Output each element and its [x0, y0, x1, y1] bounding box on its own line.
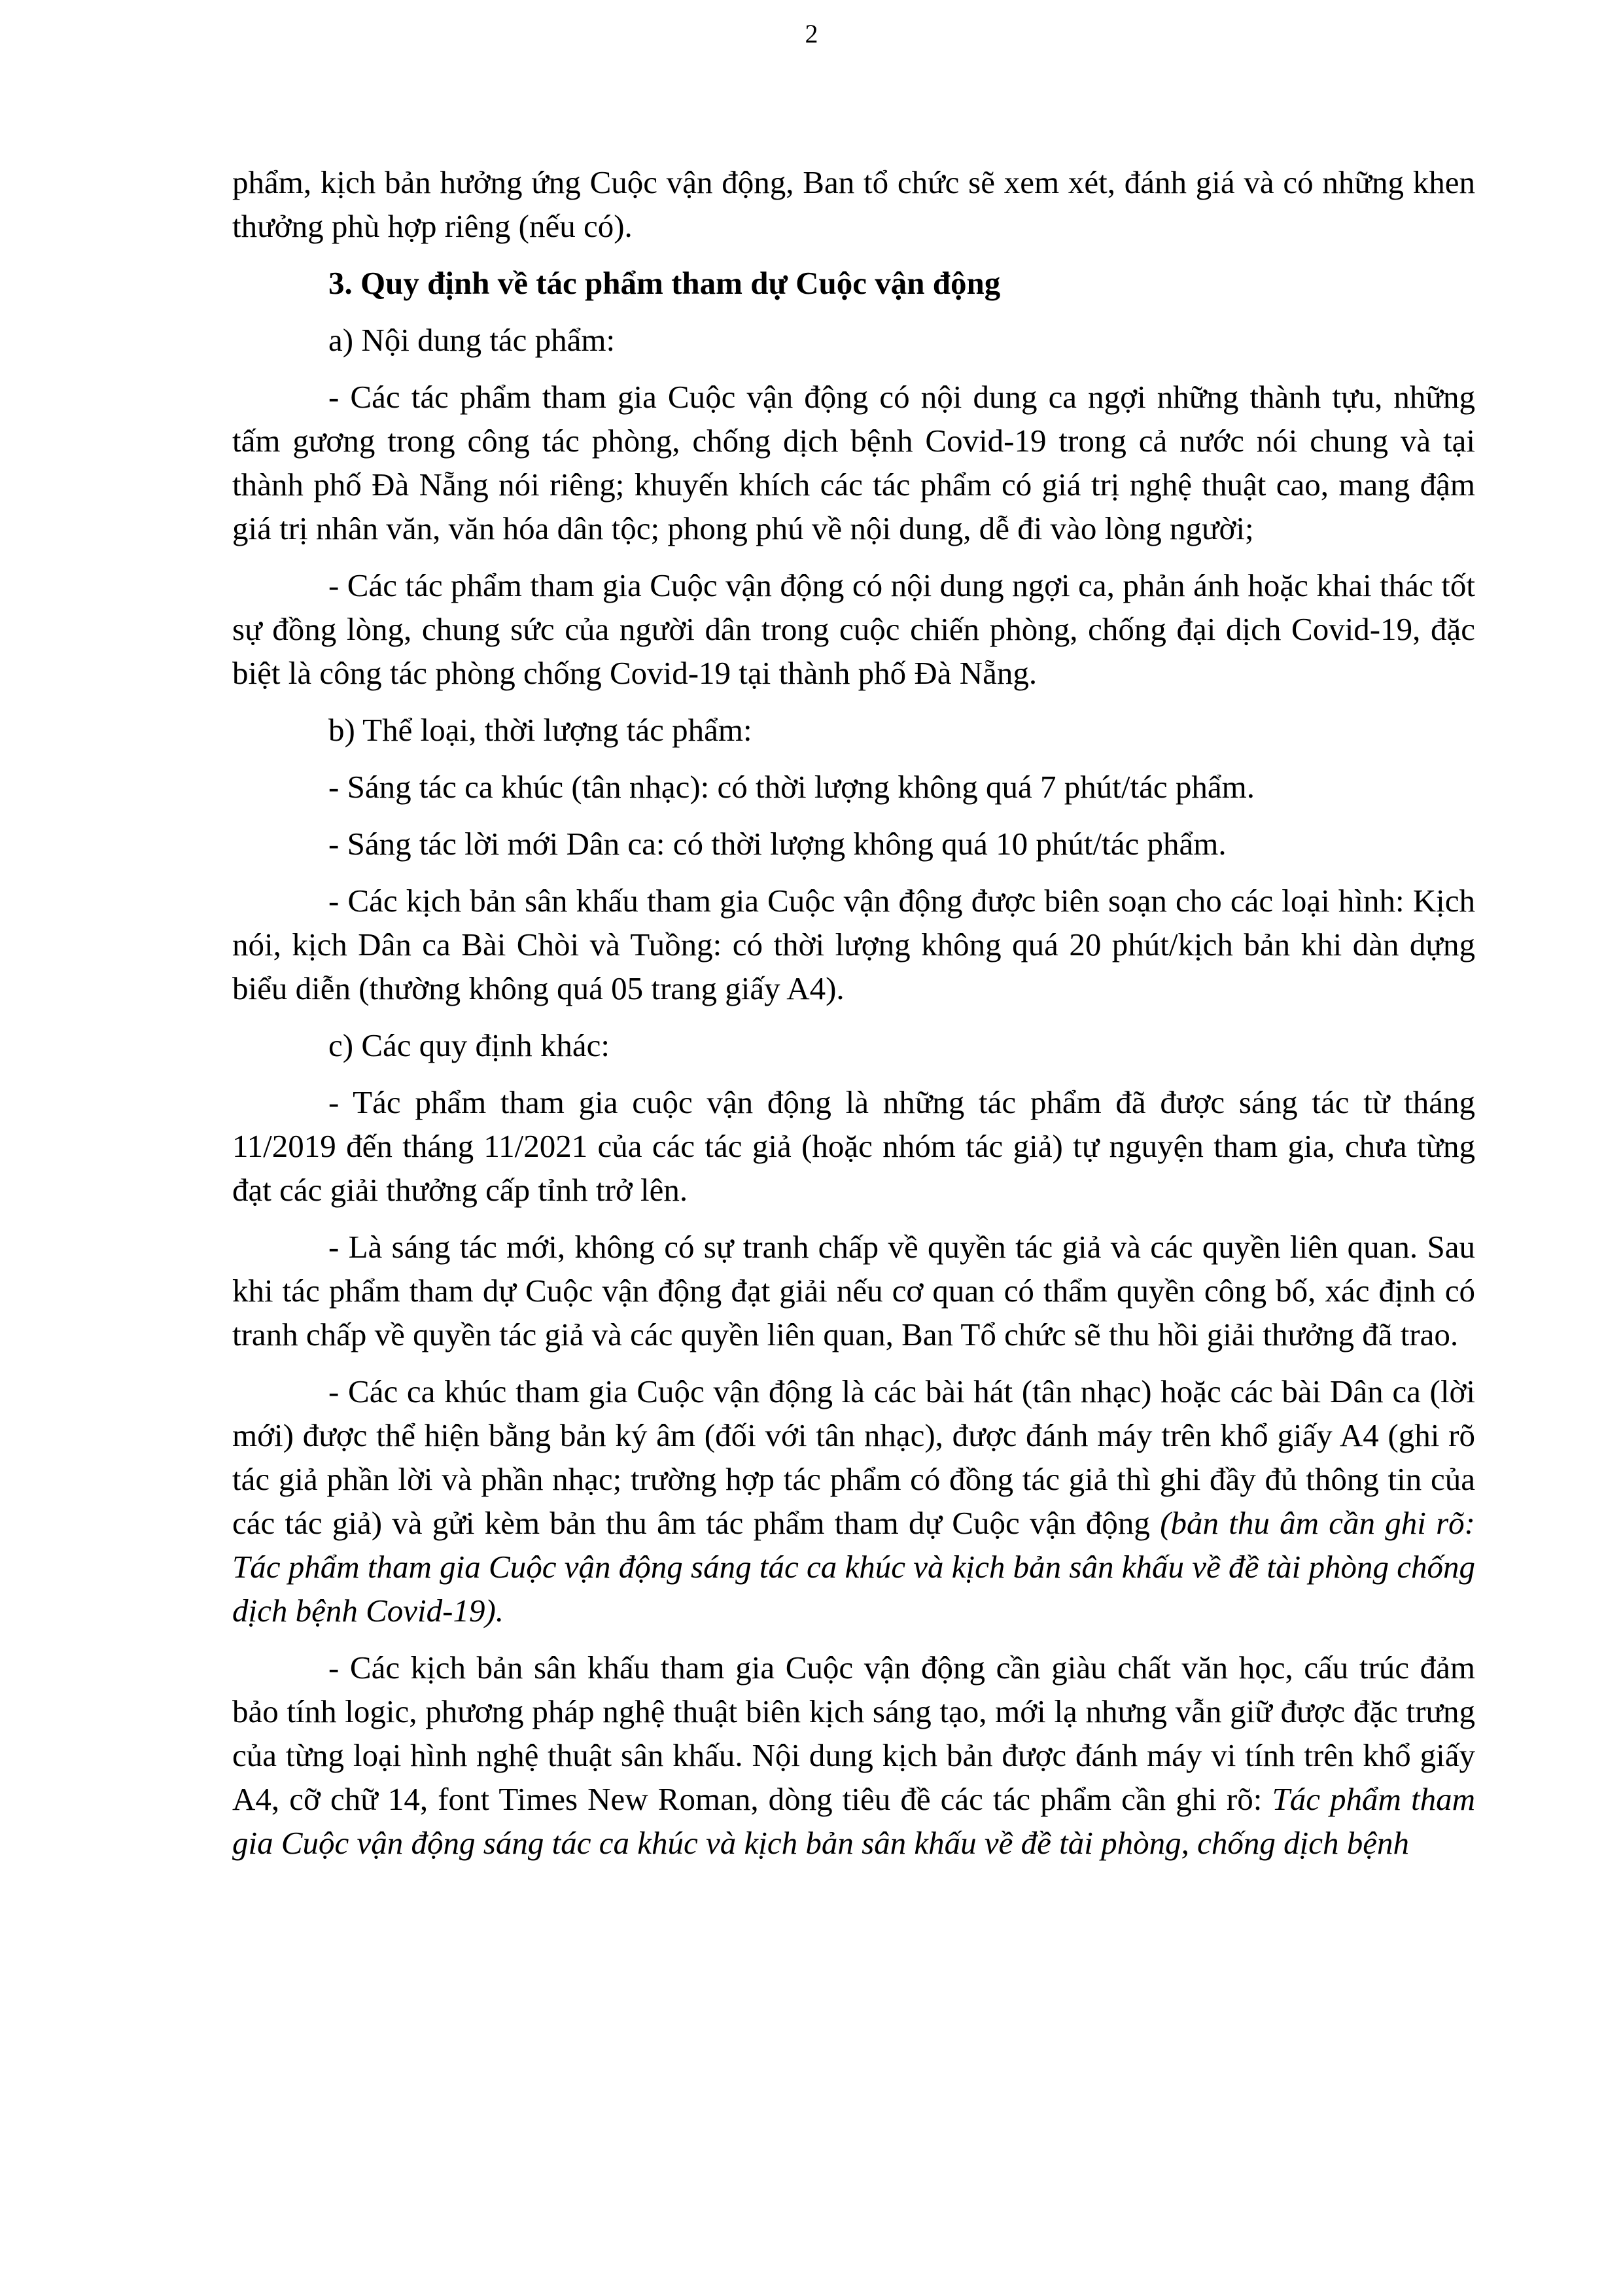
paragraph: - Sáng tác ca khúc (tân nhạc): có thời lượng không quá 7 phút/tác phẩm.	[328, 769, 1255, 805]
paragraph-italic-note: Tác phẩm tham gia Cuộc vận động sáng tác ca khúc và kịch bản sân khấu về đề tài phòng, chống dịch bệnh	[232, 1781, 1475, 1861]
paragraph: - Sáng tác lời mới Dân ca: có thời lượng không quá 10 phút/tác phẩm.	[328, 826, 1227, 862]
paragraph-continuation: phẩm, kịch bản hưởng ứng Cuộc vận động, Ban tổ chức sẽ xem xét, đánh giá và có những khen thưởng phù hợp riêng (nếu có).	[232, 164, 1475, 244]
paragraph: - Là sáng tác mới, không có sự tranh chấp về quyền tác giả và các quyền liên quan. Sau khi tác phẩm tham dự Cuộc vận động đạt giải nếu cơ quan có thẩm quyền công bố, xác định có tranh chấp về quyền tác giả và các quyền liên quan, Ban Tổ chức sẽ thu hồi giải thưởng đã trao.	[232, 1229, 1475, 1352]
paragraph-text: - Các kịch bản sân khấu tham gia Cuộc vận động cần giàu chất văn học, cấu trúc đảm bảo tính logic, phương pháp nghệ thuật biên kịch sáng tạo, mới lạ nhưng vẫn giữ được đặc trưng của từng loại hình nghệ thuật sân khấu. Nội dung kịch bản được đánh máy vi tính trên khổ giấy A4, cỡ chữ 14, font Times New Roman, dòng tiêu đề các tác phẩm cần ghi rõ:	[232, 1650, 1475, 1817]
paragraph: - Các tác phẩm tham gia Cuộc vận động có nội dung ngợi ca, phản ánh hoặc khai thác tốt sự đồng lòng, chung sức của người dân trong cuộc chiến phòng, chống đại dịch Covid-19, đặc biệt là công tác phòng chống Covid-19 tại thành phố Đà Nẵng.	[232, 567, 1475, 691]
paragraph	[232, 1646, 1475, 1865]
paragraph	[232, 1369, 1475, 1633]
paragraph: - Các tác phẩm tham gia Cuộc vận động có nội dung ca ngợi những thành tựu, những tấm gương trong công tác phòng, chống dịch bệnh Covid-19 trong cả nước nói chung và tại thành phố Đà Nẵng nói riêng; khuyến khích các tác phẩm có giá trị nghệ thuật cao, mang đậm giá trị nhân văn, văn hóa dân tộc; phong phú về nội dung, dễ đi vào lòng người;	[232, 379, 1475, 546]
document-body	[232, 160, 1475, 1878]
page-number: 2	[805, 19, 818, 48]
paragraph-italic-note: (bản thu âm cần ghi rõ: Tác phẩm tham gia Cuộc vận động sáng tác ca khúc và kịch bản sân khấu về đề tài phòng chống dịch bệnh Covid-19).	[232, 1505, 1475, 1629]
paragraph: - Tác phẩm tham gia cuộc vận động là những tác phẩm đã được sáng tác từ tháng 11/2019 đến tháng 11/2021 của các tác giả (hoặc nhóm tác giả) tự nguyện tham gia, chưa từng đạt các giải thưởng cấp tỉnh trở lên.	[232, 1084, 1475, 1208]
subsection-a-heading: a) Nội dung tác phẩm:	[328, 322, 616, 358]
subsection-c-heading: c) Các quy định khác:	[328, 1027, 610, 1063]
subsection-b-heading: b) Thể loại, thời lượng tác phẩm:	[328, 712, 752, 748]
section-heading: 3. Quy định về tác phẩm tham dự Cuộc vận động	[328, 265, 1001, 301]
paragraph: - Các kịch bản sân khấu tham gia Cuộc vận động được biên soạn cho các loại hình: Kịch nói, kịch Dân ca Bài Chòi và Tuồng: có thời lượng không quá 20 phút/kịch bản khi dàn dựng biểu diễn (thường không quá 05 trang giấy A4).	[232, 883, 1475, 1006]
paragraph-text: - Các ca khúc tham gia Cuộc vận động là các bài hát (tân nhạc) hoặc các bài Dân ca (lời mới) được thể hiện bằng bản ký âm (đối với tân nhạc), được đánh máy trên khổ giấy A4 (ghi rõ tác giả phần lời và phần nhạc; trường hợp tác phẩm có đồng tác giả thì ghi đầy đủ thông tin của các tác giả) và gửi kèm bản thu âm tác phẩm tham dự Cuộc vận động	[232, 1373, 1475, 1541]
